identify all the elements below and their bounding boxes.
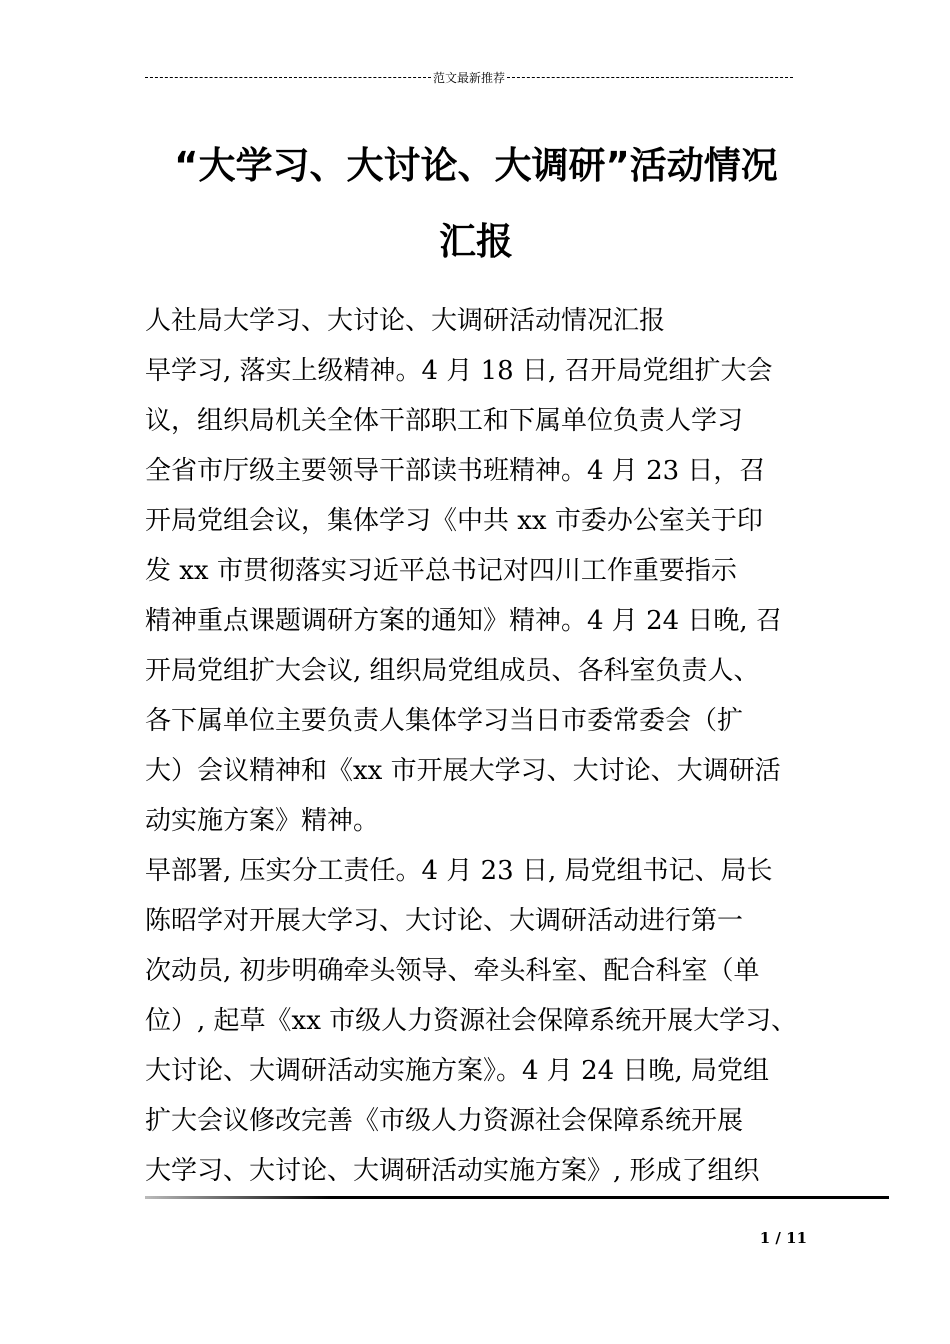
body-line: 发 xx 市贯彻落实习近平总书记对四川工作重要指示 — [145, 556, 737, 586]
body-text — [145, 296, 813, 1196]
body-line: 议，组织局机关全体干部职工和下属单位负责人学习 — [145, 406, 744, 436]
document-title — [145, 128, 807, 280]
body-line: 陈昭学对开展大学习、大讨论、大调研活动进行第一 — [145, 906, 744, 936]
title-line-2: 汇报 — [439, 220, 513, 263]
body-line: 大讨论、大调研活动实施方案》。4 月 24 日晚, 局党组 — [145, 1056, 769, 1086]
body-line: 次动员, 初步明确牵头领导、牵头科室、配合科室（单 — [145, 956, 760, 986]
body-line: 早部署, 压实分工责任。4 月 23 日, 局党组书记、局长 — [145, 856, 773, 886]
body-line: 位）, 起草《xx 市级人力资源社会保障系统开展大学习、 — [145, 1006, 798, 1036]
body-line: 扩大会议修改完善《市级人力资源社会保障系统开展 — [145, 1106, 744, 1136]
body-line: 开局党组会议，集体学习《中共 xx 市委办公室关于印 — [145, 506, 763, 536]
header-dash-right — [507, 77, 793, 78]
page-number: 1 / 11 — [759, 1229, 807, 1247]
footer-rule — [145, 1196, 889, 1199]
title-line-1: “大学习、大讨论、大调研”活动情况 — [174, 144, 778, 187]
body-line: 精神重点课题调研方案的通知》精神。4 月 24 日晚, 召 — [145, 606, 782, 636]
body-line: 早学习, 落实上级精神。4 月 18 日, 召开局党组扩大会 — [145, 356, 773, 386]
body-line: 大学习、大讨论、大调研活动实施方案》, 形成了组织 — [145, 1156, 760, 1186]
body-line: 人社局大学习、大讨论、大调研活动情况汇报 — [145, 306, 666, 336]
body-line: 开局党组扩大会议, 组织局党组成员、各科室负责人、 — [145, 656, 760, 686]
header-label: 范文最新推荐 — [433, 70, 506, 85]
header-dash-left — [145, 77, 431, 78]
body-line: 各下属单位主要负责人集体学习当日市委常委会（扩 — [145, 706, 744, 736]
running-header — [145, 66, 793, 88]
body-line: 全省市厅级主要领导干部读书班精神。4 月 23 日，召 — [145, 456, 766, 486]
body-line: 大）会议精神和《xx 市开展大学习、大讨论、大调研活 — [145, 756, 781, 786]
body-line: 动实施方案》精神。 — [145, 806, 380, 836]
